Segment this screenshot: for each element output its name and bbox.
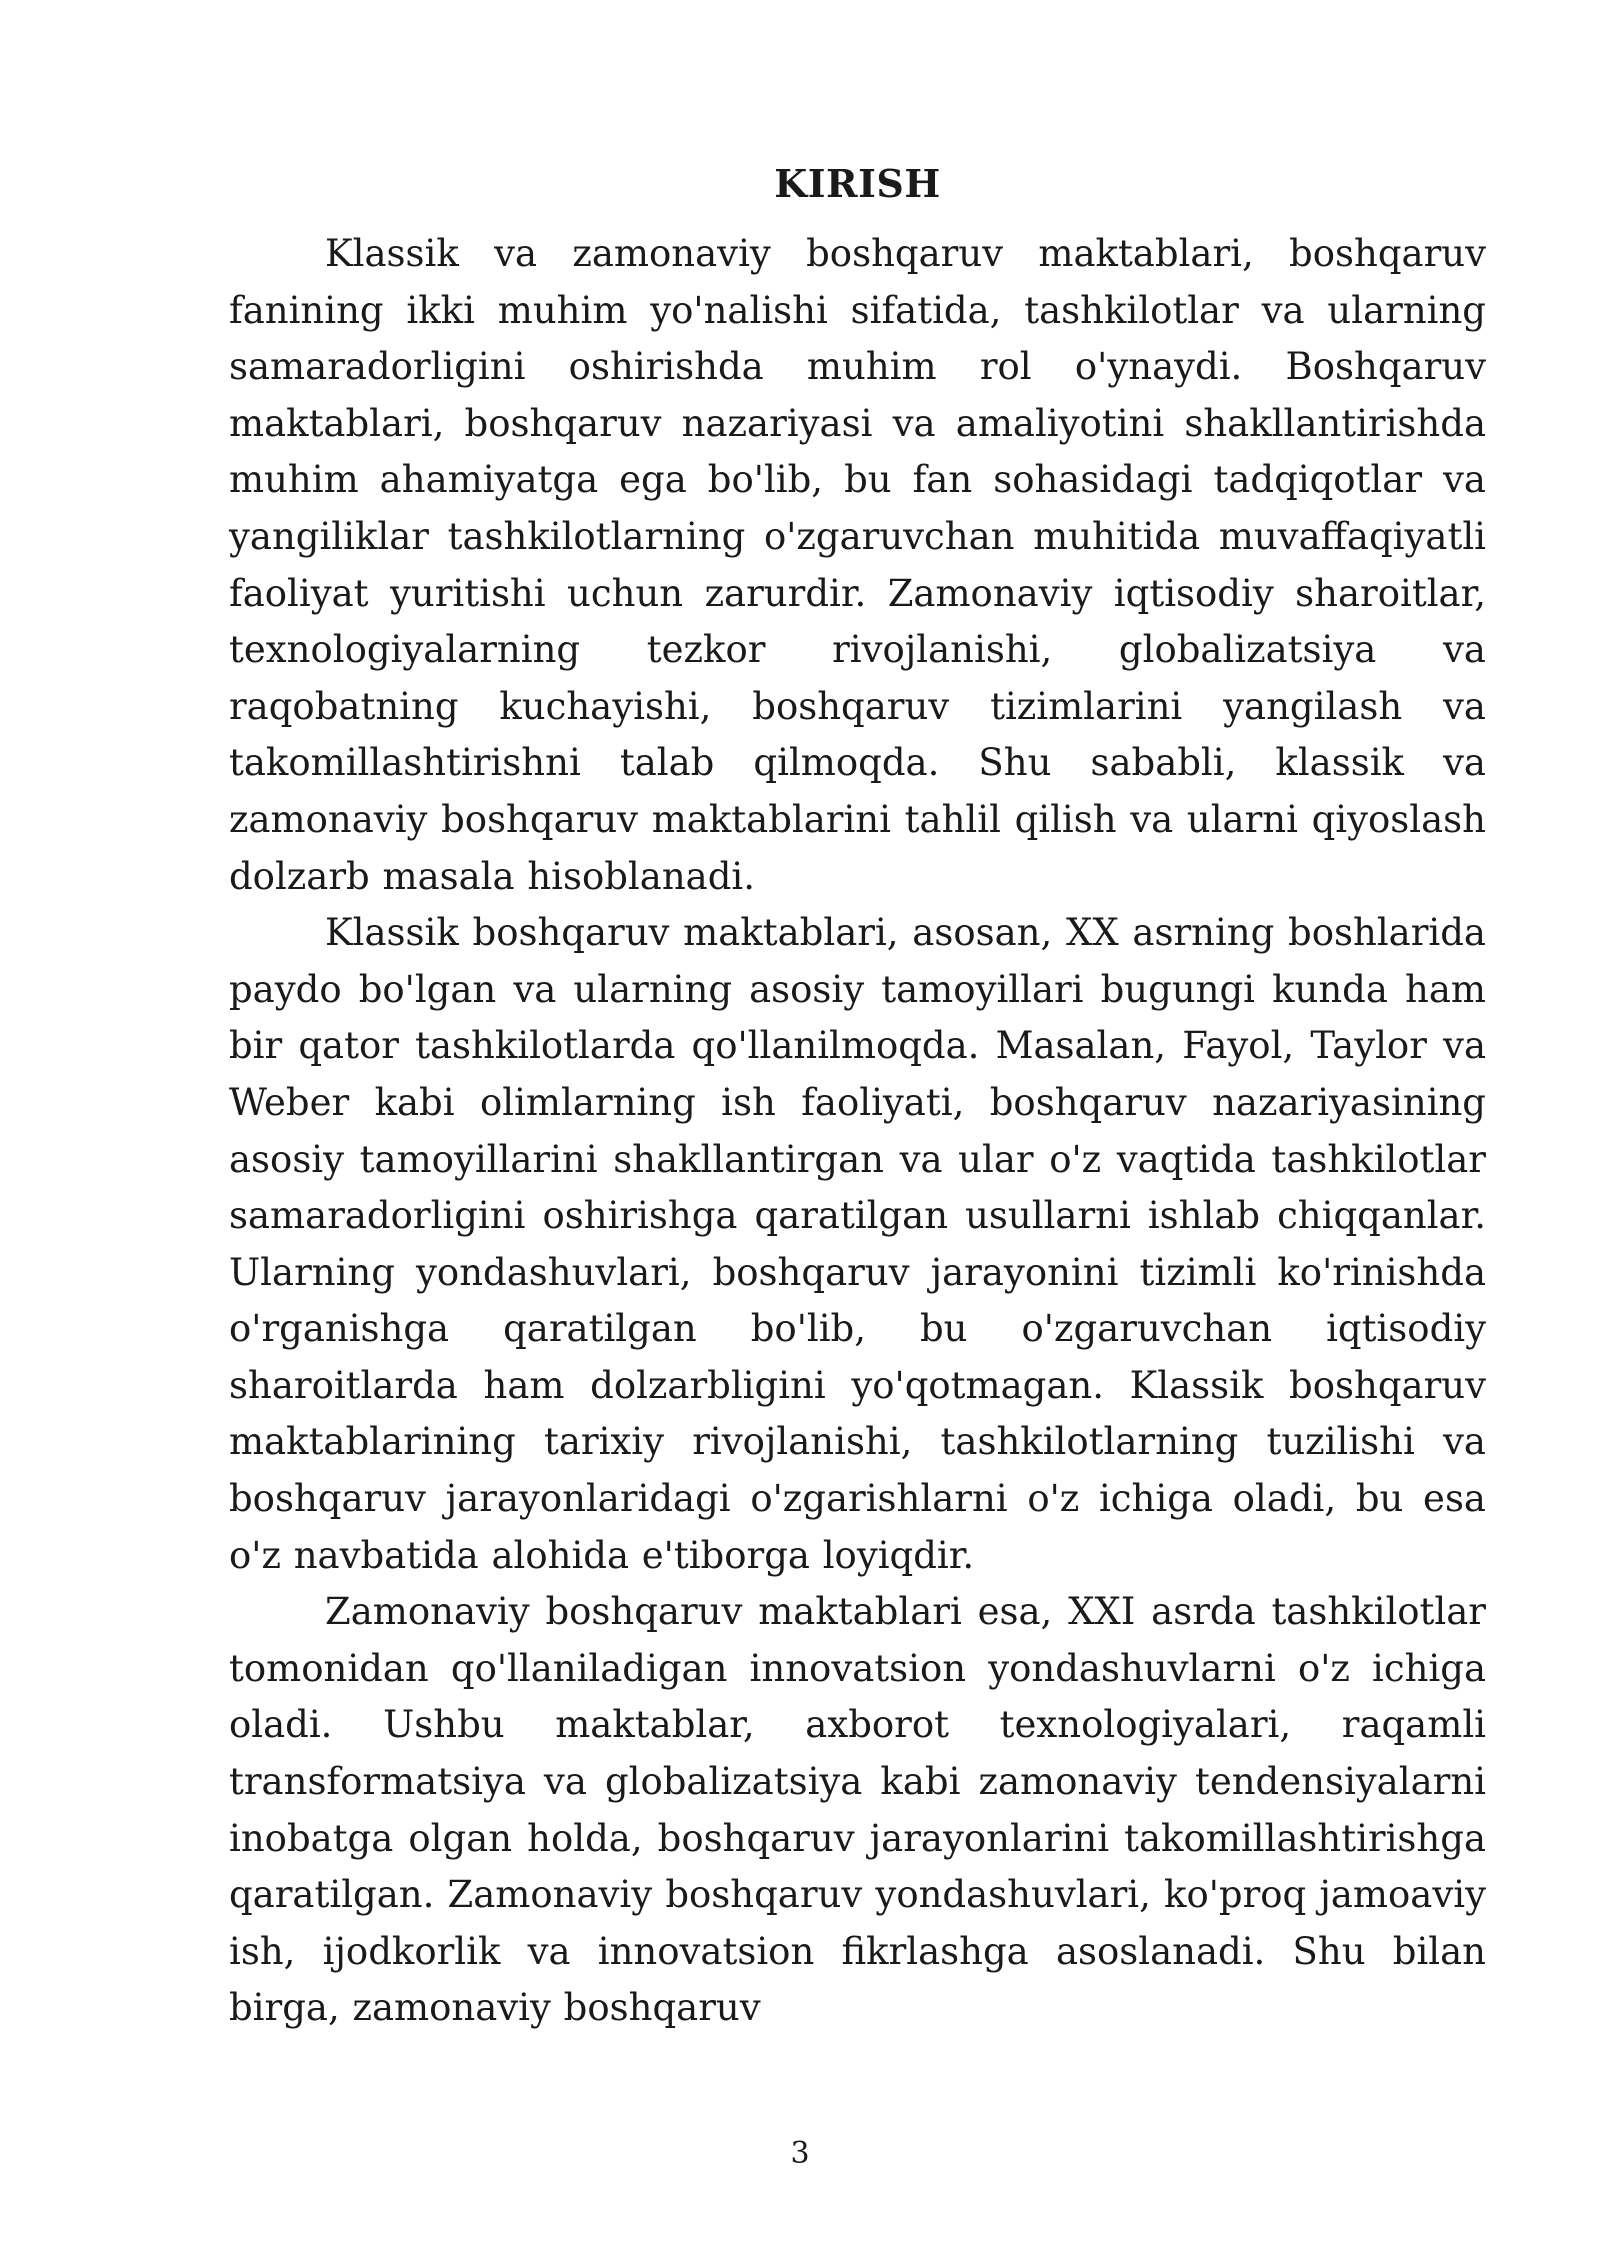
section-title: KIRISH bbox=[774, 161, 941, 206]
paragraph-3: Zamonaviy boshqaruv maktablari esa, XXI asrda tashkilotlar tomonidan qo'llaniladigan innovatsion yondashuvlarni o'z ichiga oladi. Ushbu maktablar, axborot texnologiyalari, raqamli transformatsiya va globalizatsiya kabi zamonaviy tendensiyalarni inobatga olgan holda, boshqaruv jarayonlarini takomillashtirishga qaratilgan. Zamonaviy boshqaruv yondashuvlari, ko'proq jamoaviy ish, ijodkorlik va innovatsion fikrlashga asoslanadi. Shu bilan birga, zamonaviy boshqaruv bbox=[229, 1590, 1486, 2030]
paragraph-1: Klassik va zamonaviy boshqaruv maktablari, boshqaruv fanining ikki muhim yo'nalishi sifatida, tashkilotlar va ularning samaradorligini oshirishda muhim rol o'ynaydi. Boshqaruv maktablari, boshqaruv nazariyasi va amaliyotini shakllantirishda muhim ahamiyatga ega bo'lib, bu fan sohasidagi tadqiqotlar va yangiliklar tashkilotlarning o'zgaruvchan muhitida muvaffaqiyatli faoliyat yuritishi uchun zarurdir. Zamonaviy iqtisodiy sharoitlar, texnologiyalarning tezkor rivojlanishi, globalizatsiya va raqobatning kuchayishi, boshqaruv tizimlarini yangilash va takomillashtirishni talab qilmoqda. Shu sababli, klassik va zamonaviy boshqaruv maktablarini tahlil qilish va ularni qiyoslash dolzarb masala hisoblanadi. bbox=[229, 232, 1486, 898]
page-number: 3 bbox=[790, 2136, 810, 2171]
document-page bbox=[229, 160, 1486, 2037]
paragraph-2: Klassik boshqaruv maktablari, asosan, XX asrning boshlarida paydo bo'lgan va ularning asosiy tamoyillari bugungi kunda ham bir qator tashkilotlarda qo'llanilmoqda. Masalan, Fayol, Taylor va Weber kabi olimlarning ish faoliyati, boshqaruv nazariyasining asosiy tamoyillarini shakllantirgan va ular o'z vaqtida tashkilotlar samaradorligini oshirishga qaratilgan usullarni ishlab chiqqanlar. Ularning yondashuvlari, boshqaruv jarayonini tizimli ko'rinishda o'rganishga qaratilgan bo'lib, bu o'zgaruvchan iqtisodiy sharoitlarda ham dolzarbligini yo'qotmagan. Klassik boshqaruv maktablarining tarixiy rivojlanishi, tashkilotlarning tuzilishi va boshqaruv jarayonlaridagi o'zgarishlarni o'z ichiga oladi, bu esa o'z navbatida alohida e'tiborga loyiqdir. bbox=[229, 911, 1486, 1577]
